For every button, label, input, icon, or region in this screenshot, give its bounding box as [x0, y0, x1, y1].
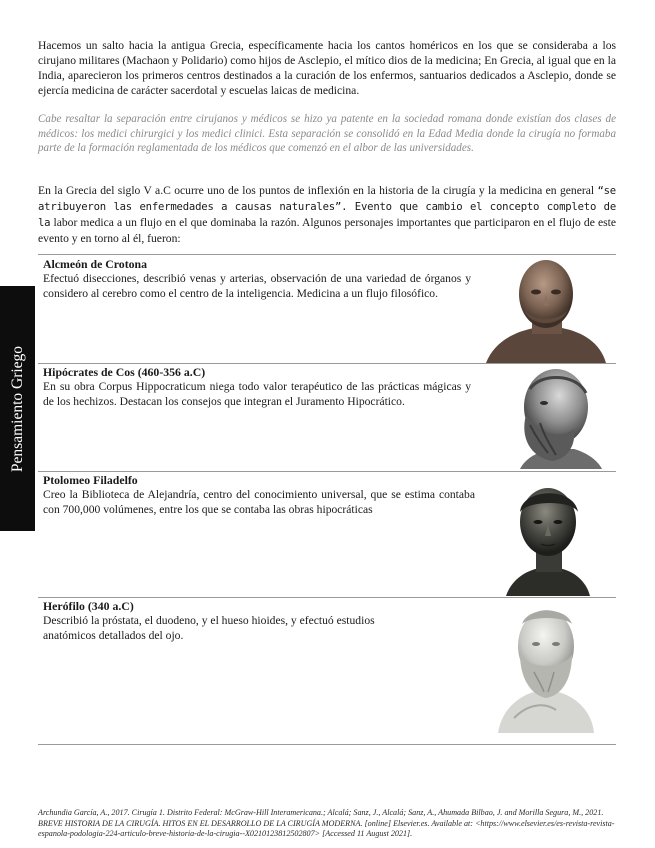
figure-name: Ptolomeo Filadelfo	[43, 473, 138, 487]
intro-paragraph-1: Hacemos un salto hacia la antigua Grecia, específicamente hacia los cantos homéricos en los que se consideraba a los cirujano militares (Machaon y Polidario) como hijos de Asclepio, el mítico dios de la medicina; En Grecia, al igual que en la India, aparecieron los primeros centros destinados a la curación de los enfermos, santuarios dedicados a Asclepio, donde se ejercía medicina de carácter sacerdotal y escuelas laicas de medicina.	[38, 39, 616, 97]
intro-p3-end: labor medica a un flujo en el que dominaba la razón. Algunos personajes importantes que participaron en el flujo de este evento y en torno al él, fueron:	[38, 216, 616, 245]
figure-entry-herofilo	[43, 599, 423, 643]
reference-footnote: Archundia García, A., 2017. Cirugía 1. Distrito Federal: McGraw-Hill Interamericana.; Alcalá; Sanz, J., Alcalá; Sanz, A., Ahumada Bilbao, J. and Morilla Segura, M., 2021. BREVE HISTORIA DE LA CIRUGÍA. HITOS EN EL DESARROLLO DE LA CIRUGÍA MODERNA. [online] Elsevier.es. Available at: <https://www.elsevier.es/es-revista-revista-espanola-podologia-224-articulo-breve-historia-de-la-cirugia--X0210123812502807> [Accessed 11 August 2021].	[38, 808, 615, 838]
divider	[38, 254, 616, 255]
figure-name: Herófilo (340 a.C)	[43, 599, 134, 613]
section-side-tab	[0, 286, 35, 531]
divider	[38, 471, 616, 472]
figure-description: Efectuó disecciones, describió venas y arterias, observación de una variedad de órganos y considero al cerebro como el centro de la inteligencia. Medicina a un flujo filosófico.	[43, 272, 471, 300]
figure-name: Alcmeón de Crotona	[43, 257, 147, 271]
side-tab-label: Pensamiento Griego	[8, 345, 26, 472]
intro-paragraph-italic-note: Cabe resaltar la separación entre cirujanos y médicos se hizo ya patente en la sociedad romana donde existían dos clases de médicos: los medici chirurgici y los medici clinici. Esta separación se consolidó en la Edad Media donde la cirugía no formaba parte de la formación reglamentada de los médicos que comenzó en el albor de las universidades.	[38, 113, 616, 154]
figure-entry-hipocrates	[43, 365, 471, 409]
bust-portrait-herofilo	[494, 598, 598, 733]
intro-p3-start: En la Grecia del siglo V a.C ocurre uno de los puntos de inflexión en la historia de la cirugía y la medicina en general	[38, 184, 598, 197]
figure-description: En su obra Corpus Hippocraticum niega todo valor terapéutico de las prácticas mágicas y de los hechizos. Destacan los consejos que integran el Juramento Hipocrático.	[43, 380, 471, 408]
bust-portrait-ptolomeo	[498, 478, 598, 596]
figure-name: Hipócrates de Cos (460-356 a.C)	[43, 365, 206, 379]
figure-entry-alcmeon	[43, 257, 471, 301]
bust-portrait-hipocrates	[490, 365, 608, 469]
intro-paragraph-3	[38, 183, 616, 246]
figure-description: Creo la Biblioteca de Alejandría, centro del conocimiento universal, que se estima contaba con 700,000 volúmenes, entre los que se contaba las obras hipocráticas	[43, 488, 475, 516]
intro-p3-quote: “se atribuyeron las enfermedades a causas naturales”. Evento que cambio el concepto completo de la	[38, 185, 616, 229]
figure-entry-ptolomeo	[43, 473, 475, 517]
divider	[38, 744, 616, 745]
bust-portrait-alcmeon	[484, 256, 608, 363]
figure-description: Describió la próstata, el duodeno, y el hueso hioides, y efectuó estudios anatómicos detallados del ojo.	[43, 614, 375, 642]
divider	[38, 363, 616, 364]
